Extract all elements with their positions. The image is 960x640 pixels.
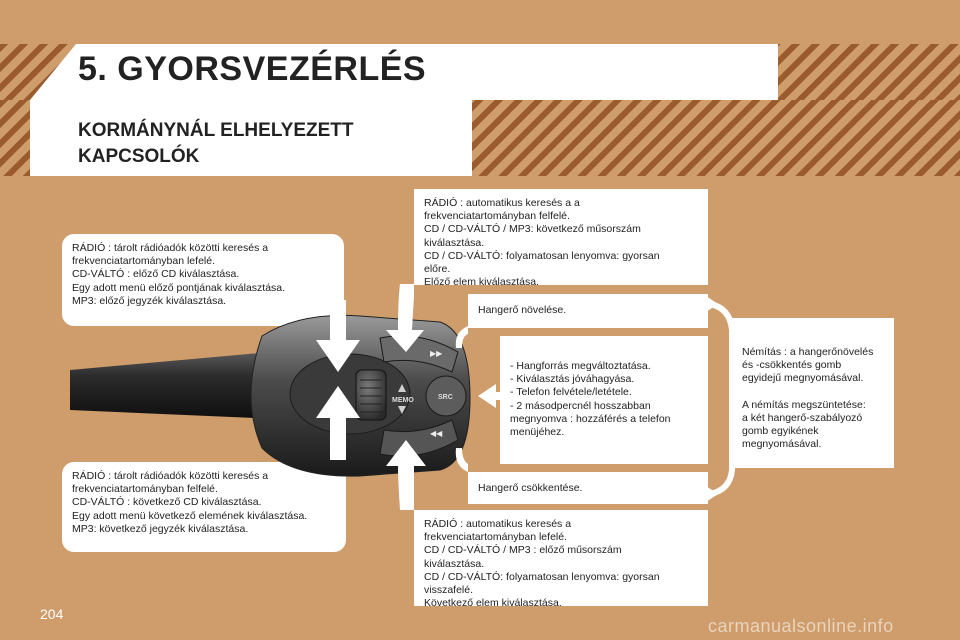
page-number: 204: [40, 606, 64, 622]
section-subtitle: KORMÁNYNÁL ELHELYEZETT KAPCSOLÓK: [78, 120, 354, 167]
arrow-src-icon: [478, 384, 500, 408]
memo-label: MEMO: [392, 397, 414, 404]
page-title: 5. GYORSVEZÉRLÉS: [78, 50, 427, 88]
callout-bottom-center: RÁDIÓ : automatikus keresés a frekvenciatartományban lefelé. CD / CD-VÁLTÓ / MP3 : előző műsorszám kiválasztása. CD / CD-VÁLTÓ: folyamatosan lenyomva: gyorsan visszafelé. Következő elem kiválasztása.: [414, 510, 708, 606]
watermark: carmanualsonline.info: [708, 616, 894, 636]
callout-volume-down: Hangerő csökkentése.: [468, 472, 708, 504]
mute-bracket: [710, 304, 732, 494]
callout-mute: Némítás : a hangerőnövelés és -csökkentés gomb egyidejű megnyomásával. A némítás megszüntetése: a két hangerő-szabályozó gomb egyikének megnyomásával.: [732, 318, 894, 468]
callout-left-top: RÁDIÓ : tárolt rádióadók közötti keresés a frekvenciatartományban lefelé. CD-VÁLTÓ : előző CD kiválasztása. Egy adott menü előző pontjának kiválasztása. MP3: előző jegyzék kiválasztása.: [62, 234, 344, 326]
arrow-volume-down-icon: [456, 448, 468, 472]
callout-volume-up: Hangerő növelése.: [468, 294, 708, 328]
control-oval-pad: [290, 354, 410, 434]
prev-track-icon: ◀◀: [430, 429, 443, 438]
arrow-volume-up-icon: [456, 326, 468, 348]
callout-top-center: RÁDIÓ : automatikus keresés a a frekvenciatartományban felfelé. CD / CD-VÁLTÓ / MP3: következő műsorszám kiválasztása. CD / CD-VÁLTÓ: folyamatosan lenyomva: gyorsan előre. Előző elem kiválasztása.: [414, 189, 708, 285]
next-track-icon: ▶▶: [430, 349, 443, 358]
callout-src: - Hangforrás megváltoztatása. - Kiválasztás jóváhagyása. - Telefon felvétele/letétele. - 2 másodpercnél hosszabban megnyomva : hozzáférés a telefon menüjéhez.: [500, 336, 708, 464]
mute-arrow-down-icon: [706, 486, 718, 502]
mute-arrow-up-icon: [706, 296, 718, 312]
src-label: SRC: [438, 394, 453, 401]
callout-left-bottom: RÁDIÓ : tárolt rádióadók közötti keresés a frekvenciatartományban felfelé. CD-VÁLTÓ : következő CD kiválasztása. Egy adott menü következő elemének kiválasztása. MP3: következő jegyzék kiválasztása.: [62, 462, 346, 552]
